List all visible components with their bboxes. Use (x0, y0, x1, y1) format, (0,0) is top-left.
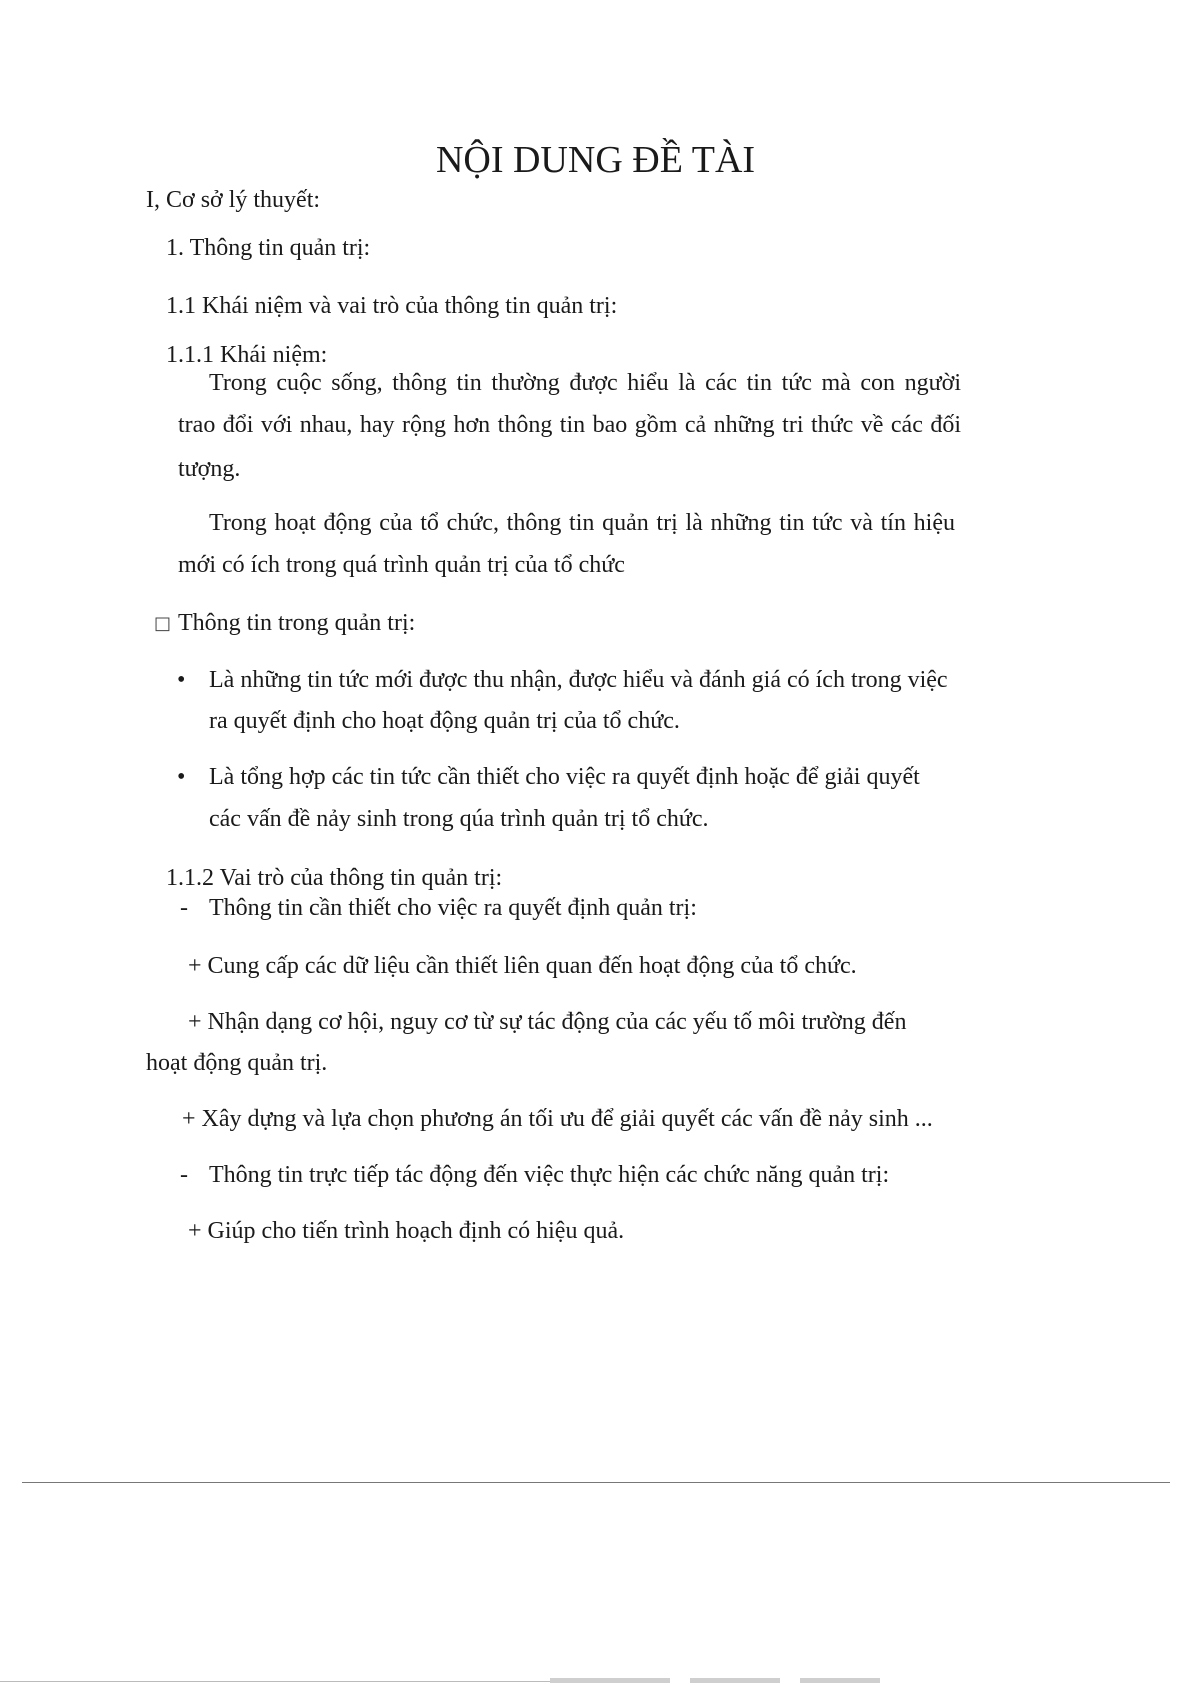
heading-1-1: 1.1 Khái niệm và vai trò của thông tin quản trị: (166, 293, 618, 319)
bullet-icon: • (177, 667, 186, 693)
footer-line (0, 1681, 580, 1682)
footer-strip (0, 1678, 1191, 1685)
bullet-2-line-1: Là tổng hợp các tin tức cần thiết cho việc ra quyết định hoặc để giải quyết (209, 764, 920, 790)
info-in-management-heading: Thông tin trong quản trị: (178, 610, 416, 636)
role-1-item-1: + Cung cấp các dữ liệu cần thiết liên quan đến hoạt động của tổ chức. (188, 953, 857, 979)
role-2-heading: Thông tin trực tiếp tác động đến việc thực hiện các chức năng quản trị: (209, 1162, 890, 1188)
role-2-item-1: + Giúp cho tiến trình hoạch định có hiệu quả. (188, 1218, 625, 1244)
footer-mark (550, 1678, 670, 1683)
bullet-1-line-1: Là những tin tức mới được thu nhận, được hiểu và đánh giá có ích trong việc (209, 667, 948, 693)
paragraph-2-line-2: mới có ích trong quá trình quản trị của tổ chức (178, 552, 625, 578)
checkbox-symbol-icon: □ (154, 613, 172, 634)
heading-1-1-2: 1.1.2 Vai trò của thông tin quản trị: (166, 865, 503, 891)
dash-marker: - (180, 1162, 188, 1188)
page-divider (22, 1482, 1170, 1483)
dash-marker: - (180, 895, 188, 921)
bullet-1-line-2: ra quyết định cho hoạt động quản trị của tổ chức. (209, 708, 680, 734)
paragraph-2-line-1: Trong hoạt động của tổ chức, thông tin quản trị là những tin tức và tín hiệu (209, 510, 955, 536)
paragraph-1-line-2: trao đổi với nhau, hay rộng hơn thông tin bao gồm cả những tri thức về các đối (178, 412, 961, 438)
footer-mark (800, 1678, 880, 1683)
role-1-heading: Thông tin cần thiết cho việc ra quyết định quản trị: (209, 895, 697, 921)
heading-1-1-1: 1.1.1 Khái niệm: (166, 342, 328, 368)
section-heading-i: I, Cơ sở lý thuyết: (146, 187, 321, 213)
bullet-2-line-2: các vấn đề nảy sinh trong qúa trình quản trị tổ chức. (209, 806, 709, 832)
bullet-icon: • (177, 764, 186, 790)
footer-mark (690, 1678, 780, 1683)
paragraph-1-line-1: Trong cuộc sống, thông tin thường được hiểu là các tin tức mà con người (209, 370, 961, 396)
heading-1: 1. Thông tin quản trị: (166, 235, 371, 261)
paragraph-1-line-3: tượng. (178, 456, 241, 482)
page-title: NỘI DUNG ĐỀ TÀI (435, 139, 756, 181)
role-1-item-2-line-2: hoạt động quản trị. (146, 1050, 328, 1076)
role-1-item-3: + Xây dựng và lựa chọn phương án tối ưu để giải quyết các vấn đề nảy sinh ... (182, 1106, 933, 1132)
role-1-item-2-line-1: + Nhận dạng cơ hội, nguy cơ từ sự tác động của các yếu tố môi trường đến (188, 1009, 907, 1035)
